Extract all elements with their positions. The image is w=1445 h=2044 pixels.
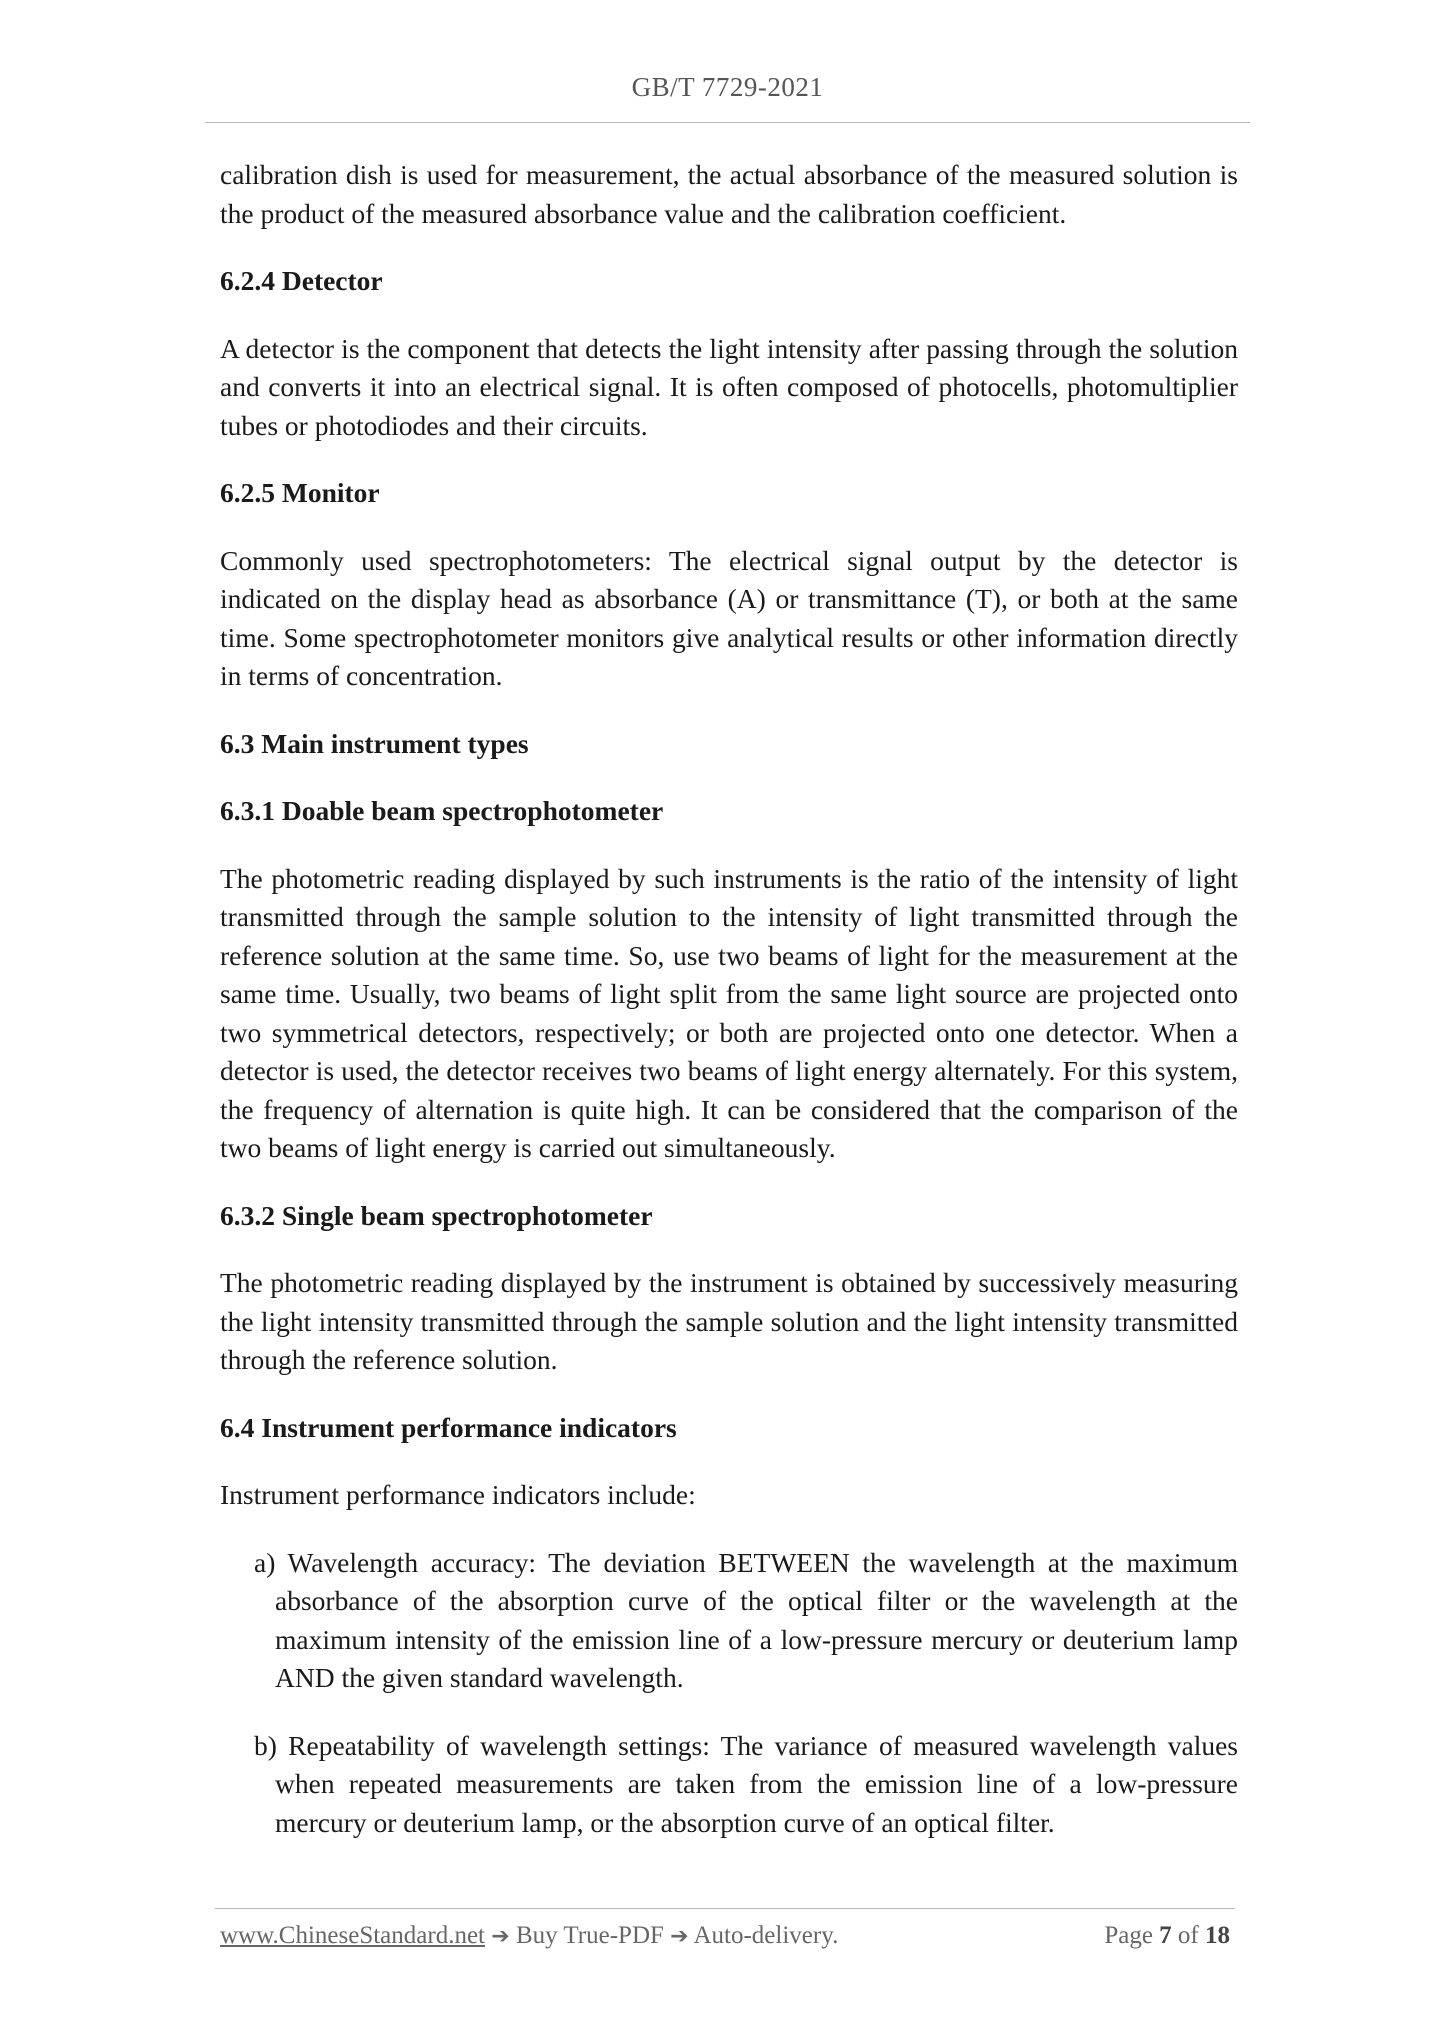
single-beam-paragraph: The photometric reading displayed by the instrument is obtained by successively measuring the light intensity transmitted through the sample solution and the light intensity transmitted through the reference solution.	[220, 1267, 1238, 1375]
page-footer	[220, 1922, 1230, 1950]
section-6-4-heading: 6.4 Instrument performance indicators	[220, 1411, 677, 1443]
document-body	[220, 156, 1238, 1871]
section-6-3-heading: 6.3 Main instrument types	[220, 727, 529, 759]
section-6-2-5-heading: 6.2.5 Monitor	[220, 477, 380, 508]
calibration-dish-paragraph: calibration dish is used for measurement, the actual absorbance of the measured solution is the product of the measured absorbance value and the calibration coefficient.	[220, 159, 1238, 229]
list-item-b: b) Repeatability of wavelength settings: The variance of measured wavelength values when repeated measurements are taken from the emission line of a low-pressure mercury or deuterium lamp, or the absorption curve of an optical filter.	[254, 1729, 1238, 1838]
page-header-title: GB/T 7729-2021	[631, 72, 824, 102]
arrow-right-icon: ➔	[491, 1924, 510, 1949]
header-divider	[205, 122, 1250, 123]
section-6-3-1-heading: 6.3.1 Doable beam spectrophotometer	[220, 795, 664, 826]
detector-paragraph: A detector is the component that detects the light intensity after passing through the solution and converts it into an electrical signal. It is often composed of photocells, photomultiplier tubes or photodiodes and their circuits.	[220, 332, 1238, 441]
page-number	[1104, 1922, 1230, 1950]
page-of-label: of	[1177, 1922, 1199, 1949]
double-beam-paragraph: The photometric reading displayed by such instruments is the ratio of the intensity of light transmitted through the sample solution to the intensity of light transmitted through the reference solution at the same time. So, use two beams of light for the measurement at the same time. Usually, two beams of light split from the same light source are projected onto two symmetrical detectors, respectively; or both are projected onto one detector. When a detector is used, the detector receives two beams of light energy alternately. For this system, the frequency of alternation is quite high. It can be considered that the comparison of the two beams of light energy is carried out simultaneously.	[220, 862, 1238, 1163]
page-current: 7	[1159, 1922, 1172, 1949]
footer-promo	[220, 1922, 838, 1950]
buy-true-pdf-text: Buy True-PDF	[515, 1922, 664, 1949]
section-6-3-2-heading: 6.3.2 Single beam spectrophotometer	[220, 1199, 653, 1231]
indicators-intro-paragraph: Instrument performance indicators include:	[220, 1479, 696, 1510]
footer-divider	[215, 1908, 1235, 1909]
list-item-a: a) Wavelength accuracy: The deviation BETWEEN the wavelength at the maximum absorbance of the absorption curve of the optical filter or the wavelength at the maximum intensity of the emission line of a low-pressure mercury or deuterium lamp AND the given standard wavelength.	[254, 1546, 1238, 1693]
site-link[interactable]: www.ChineseStandard.net	[220, 1922, 485, 1949]
page-total: 18	[1205, 1922, 1230, 1949]
section-6-2-4-heading: 6.2.4 Detector	[220, 265, 383, 296]
monitor-paragraph: Commonly used spectrophotometers: The electrical signal output by the detector is indicated on the display head as absorbance (A) or transmittance (T), or both at the same time. Some spectrophotometer monitors give analytical results or other information directly in terms of concentration.	[220, 544, 1238, 691]
auto-delivery-text: Auto-delivery.	[693, 1922, 839, 1949]
arrow-right-icon: ➔	[670, 1924, 689, 1949]
page-label: Page	[1104, 1922, 1153, 1949]
